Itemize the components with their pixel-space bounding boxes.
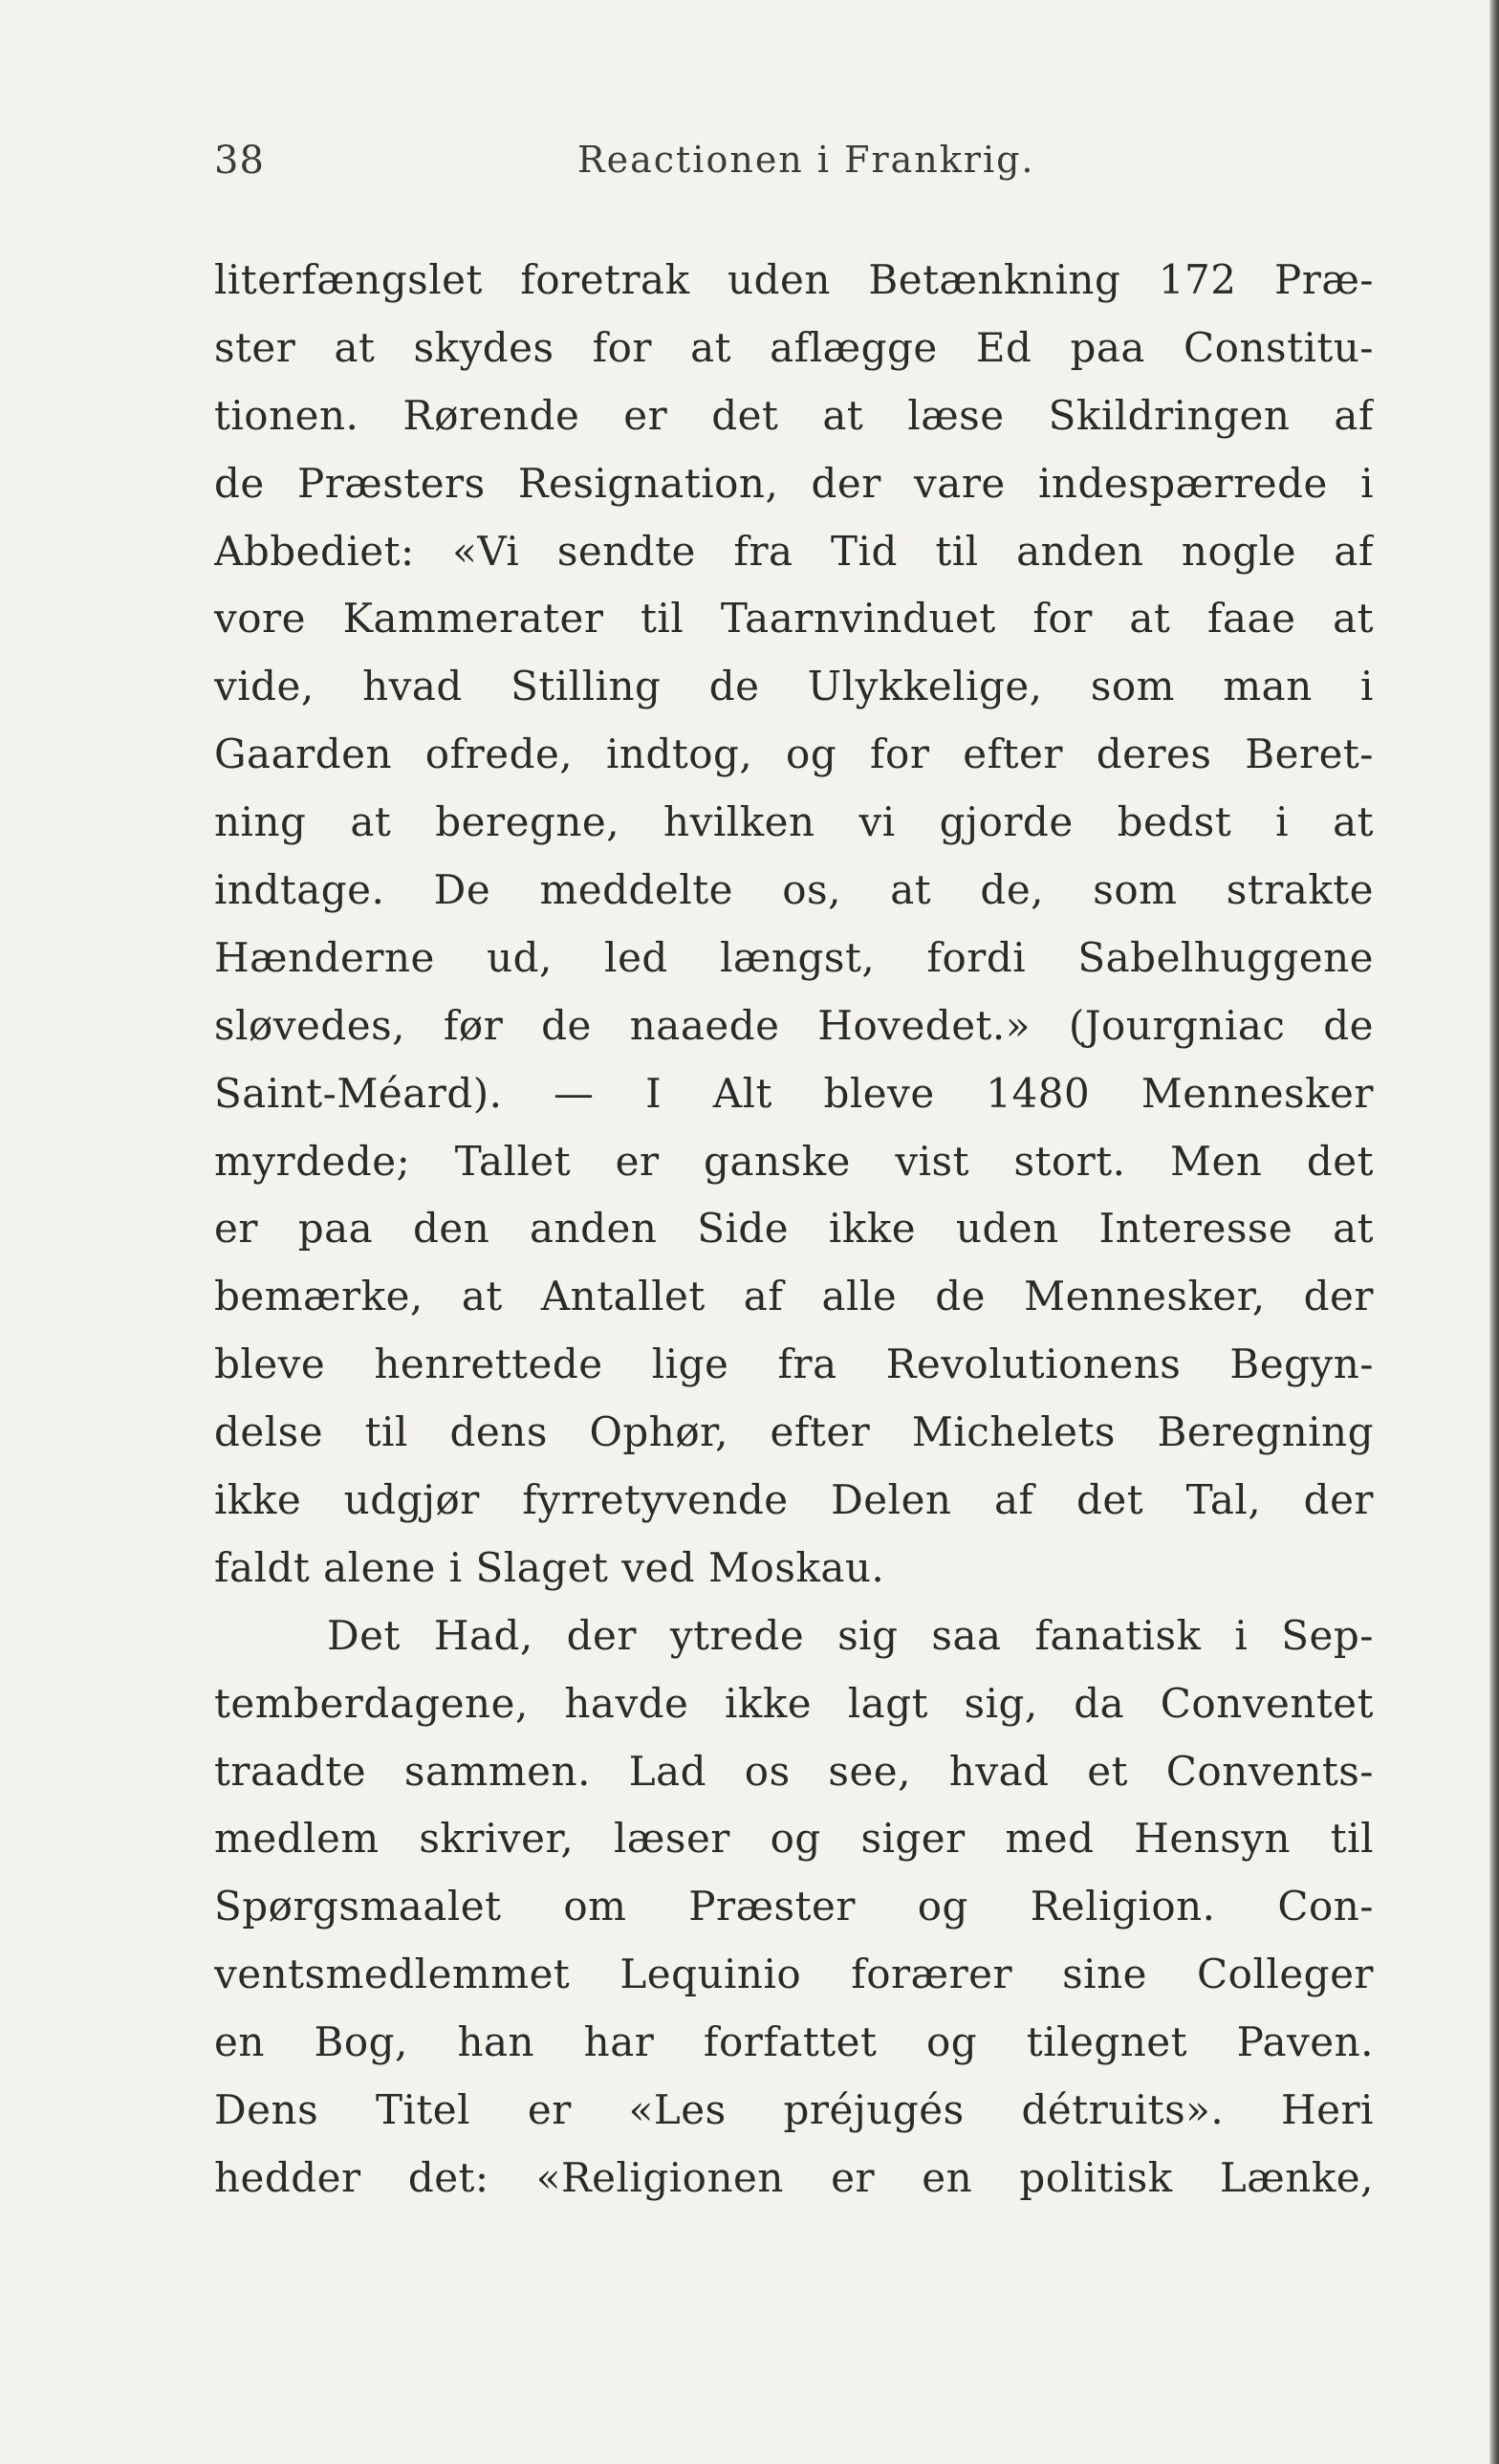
text-line: temberdagene, havde ikke lagt sig, da Conventet	[214, 1679, 1374, 1727]
body-text	[214, 247, 1374, 2213]
text-line: Dens Titel er «Les préjugés détruits». Heri	[214, 2086, 1374, 2134]
text-line: hedder det: «Religionen er en politisk Lænke,	[214, 2153, 1374, 2201]
text-line: Saint-Méard). — I Alt bleve 1480 Mennesker	[214, 1069, 1374, 1117]
text-line: ster at skydes for at aflægge Ed paa Constitu-	[214, 323, 1374, 371]
text-line: ventsmedlemmet Lequinio forærer sine Colleger	[214, 1951, 1374, 1998]
text-line: sløvedes, før de naaede Hovedet.» (Jourgniac de	[214, 1001, 1374, 1049]
text-line: indtage. De meddelte os, at de, som strakte	[214, 866, 1374, 914]
text-line: Hænderne ud, led længst, fordi Sabelhuggene	[214, 933, 1374, 981]
page-header	[214, 139, 1374, 196]
text-line: de Præsters Resignation, der vare indespærrede i	[214, 459, 1374, 507]
text-line: bemærke, at Antallet af alle de Mennesker, der	[214, 1273, 1374, 1320]
text-line: en Bog, han har forfattet og tilegnet Paven.	[214, 2018, 1374, 2066]
text-line: vide, hvad Stilling de Ulykkelige, som man i	[214, 663, 1374, 710]
text-line: tionen. Rørende er det at læse Skildringen af	[214, 391, 1374, 439]
paragraph-first-line: Det Had, der ytrede sig saa fanatisk i Sep-	[327, 1611, 1374, 1659]
text-line: ikke udgjør fyrretyvende Delen af det Tal, der	[214, 1476, 1374, 1524]
text-line: Spørgsmaalet om Præster og Religion. Con-	[214, 1883, 1374, 1930]
page-number: 38	[214, 139, 265, 183]
text-line: delse til dens Ophør, efter Michelets Beregning	[214, 1408, 1374, 1456]
text-line: bleve henrettede lige fra Revolutionens Begyn-	[214, 1341, 1374, 1388]
text-line: traadte sammen. Lad os see, hvad et Convents-	[214, 1747, 1374, 1795]
page-edge	[1489, 0, 1499, 2464]
text-line: ning at beregne, hvilken vi gjorde bedst i at	[214, 798, 1374, 846]
text-line: Abbediet: «Vi sendte fra Tid til anden nogle af	[214, 527, 1374, 575]
paragraph-last-line: faldt alene i Slaget ved Moskau.	[214, 1543, 885, 1591]
text-line: literfængslet foretrak uden Betænkning 172 Præ-	[214, 256, 1374, 303]
text-line: medlem skriver, læser og siger med Hensyn til	[214, 1815, 1374, 1863]
text-line: vore Kammerater til Taarnvinduet for at faae at	[214, 595, 1374, 643]
text-line: myrdede; Tallet er ganske vist stort. Men det	[214, 1137, 1374, 1185]
text-line: Gaarden ofrede, indtog, og for efter deres Beret-	[214, 730, 1374, 778]
running-title: Reactionen i Frankrig.	[577, 139, 1035, 181]
text-line: er paa den anden Side ikke uden Interesse at	[214, 1205, 1374, 1253]
